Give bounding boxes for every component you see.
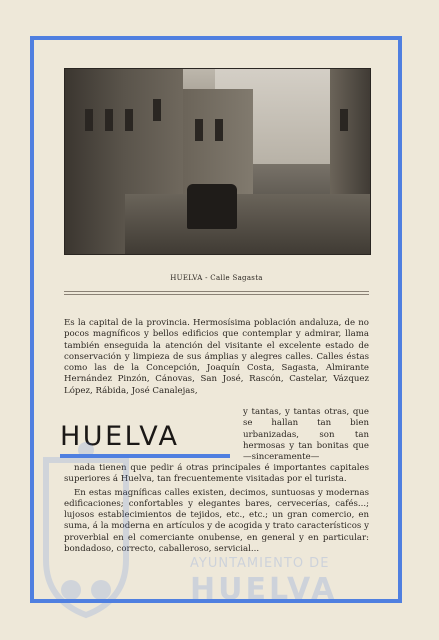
side-paragraph: y tantas, y tantas otras, que se hallan tan bien urbanizadas, son tan hermosas y tan bonitas que—sinceramente— [243, 407, 369, 463]
watermark-top-text: AYUNTAMIENTO DE [190, 556, 330, 571]
photo-window [195, 119, 203, 141]
photo-street [125, 194, 370, 254]
watermark-text: HUELVA [190, 572, 338, 607]
body-paragraph: En estas magníficas calles existen, decimos, suntuosas y modernas edificaciones; confortables y elegantes bares, cervecerías, cafés...; lujosos establecimientos de tejidos, etc., etc.; un gran comercio, en suma, á la moderna en artículos y de acogida y trato característicos y proverbial en el comerciante onubense, en general y en particular: bondadoso, correcto, caballeroso, servicial... [64, 487, 369, 555]
coat-of-arms-watermark [36, 440, 136, 620]
divider-rule [64, 291, 369, 292]
photo-window [340, 109, 348, 131]
photo-window [105, 109, 113, 131]
photo-caption: HUELVA - Calle Sagasta [170, 274, 263, 282]
body-paragraph: nada tienen que pedir á otras principales é importantes capitales superiores á Huelva, tan frecuentemente visitadas por el turista. [64, 463, 369, 485]
photo-window [153, 99, 161, 121]
photo-window [215, 119, 223, 141]
intro-paragraph: Es la capital de la provincia. Hermosísima población andaluza, de no pocos magníficos y bellos edificios que contemplar y admirar, llama también enseguida la atención del visitante el excelente estado de conservación y limpieza de sus ámplias y alegres calles. Calles éstas como las de la Concepción, Joaquín Costa, Sagasta, Almirante Hernández Pinzón, Cánovas, San José, Rascón, Castelar, Vázquez López, Rábida, José Canalejas, [64, 318, 369, 396]
photo-window [125, 109, 133, 131]
divider-rule [64, 294, 369, 295]
street-photo [64, 68, 371, 255]
page-title: HUELVA [60, 421, 180, 452]
photo-car [187, 184, 237, 229]
photo-window [85, 109, 93, 131]
